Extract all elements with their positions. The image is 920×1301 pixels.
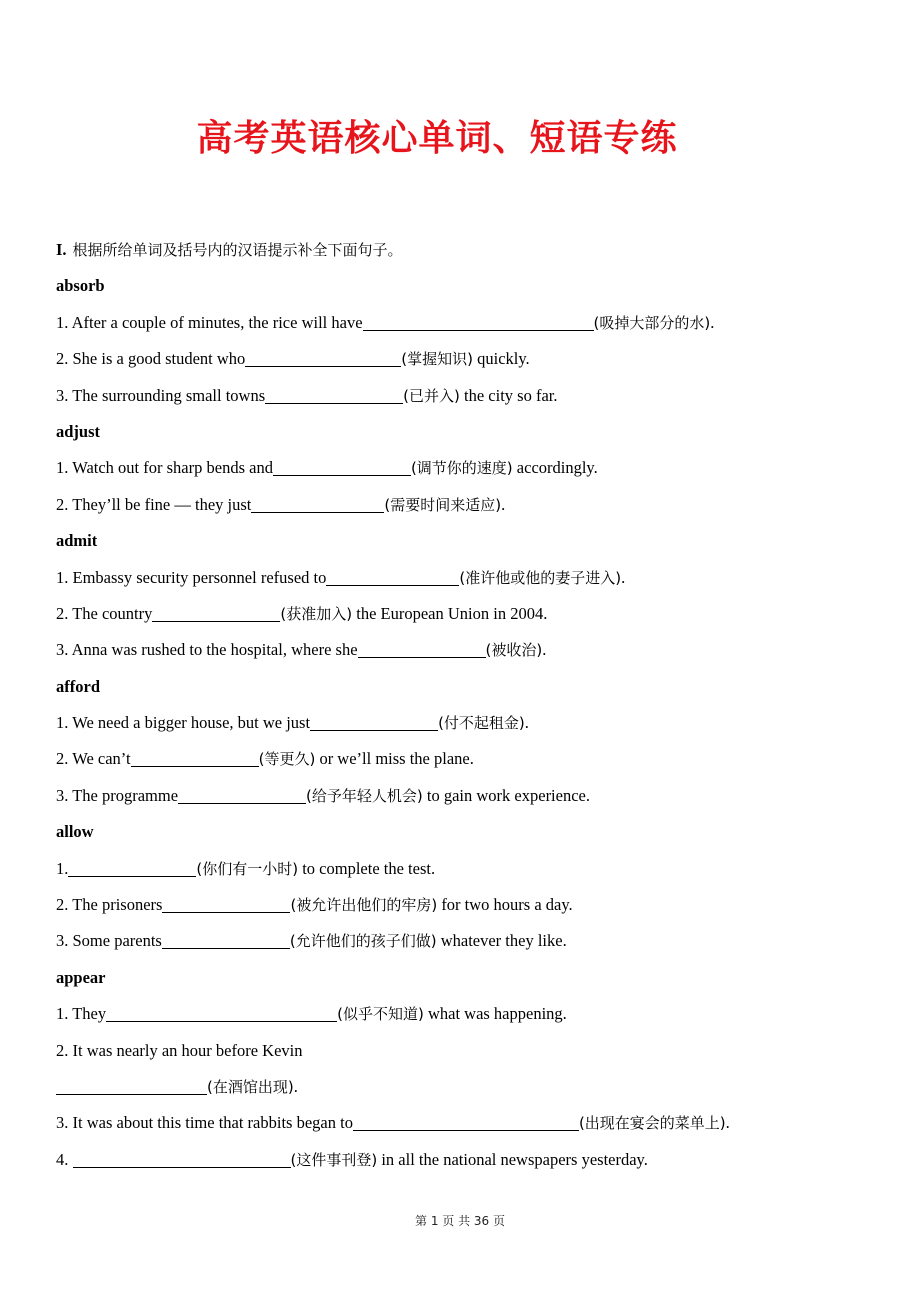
sentence-text: 3. The surrounding small towns	[56, 385, 266, 405]
answer-blank[interactable]	[68, 859, 196, 877]
answer-blank[interactable]	[178, 786, 306, 804]
chinese-hint: (调节你的速度)	[410, 459, 513, 478]
sentence-text: 2. It was nearly an hour before Kevin	[56, 1040, 303, 1060]
sentence-text: 2. The country	[56, 603, 153, 623]
sentence-text: to gain work experience.	[422, 785, 590, 805]
chinese-hint: (允许他们的孩子们做)	[289, 932, 437, 951]
answer-blank[interactable]	[273, 458, 411, 476]
chinese-hint: (你们有一小时)	[196, 859, 299, 878]
answer-blank[interactable]	[106, 1004, 337, 1022]
page-footer: 第 1 页 共 36 页	[415, 1214, 505, 1228]
sentence-text: the European Union in 2004.	[352, 603, 548, 623]
answer-blank[interactable]	[353, 1113, 579, 1131]
sentence-text: 1. Watch out for sharp bends and	[56, 458, 273, 478]
sentence-text: 3. It was about this time that rabbits began to	[56, 1113, 353, 1133]
sentence-text: .	[542, 640, 547, 660]
sentence-text: 1. After a couple of minutes, the rice will have	[56, 312, 363, 332]
section-instruction: 根据所给单词及括号内的汉语提示补全下面句子。	[72, 241, 403, 259]
sentence-text: 2. We can’t	[56, 749, 131, 769]
sentence-appear-3	[56, 1105, 856, 1141]
sentence-appear-2b	[56, 1069, 856, 1105]
chinese-hint: (付不起租金)	[438, 714, 525, 733]
answer-blank[interactable]	[358, 640, 486, 658]
sentence-allow-2	[56, 887, 856, 923]
answer-blank[interactable]	[56, 1077, 207, 1095]
sentence-absorb-1	[56, 305, 856, 341]
chinese-hint: (掌握知识)	[401, 350, 474, 369]
sentence-text: to complete the test.	[298, 858, 436, 878]
sentence-afford-2	[56, 741, 856, 777]
answer-blank[interactable]	[310, 713, 438, 731]
sentence-text: .	[725, 1113, 730, 1133]
word-heading-absorb: absorb	[56, 276, 105, 296]
answer-blank[interactable]	[131, 749, 259, 767]
sentence-text: 2. They’ll be fine — they just	[56, 494, 252, 514]
sentence-appear-4	[56, 1142, 856, 1178]
sentence-text: what was happening.	[423, 1004, 567, 1024]
chinese-hint: (已并入)	[403, 386, 460, 405]
sentence-text: 2. The prisoners	[56, 895, 163, 915]
answer-blank[interactable]	[251, 495, 384, 513]
section-number: I.	[56, 240, 67, 259]
answer-blank[interactable]	[245, 349, 401, 367]
sentence-text: whatever they like.	[436, 931, 567, 951]
sentence-text: accordingly.	[512, 458, 598, 478]
chinese-hint: (被允许出他们的牢房)	[290, 896, 438, 915]
sentence-text: 1. They	[56, 1004, 107, 1024]
chinese-hint: (准许他或他的妻子进入)	[459, 568, 622, 587]
sentence-text: .	[501, 494, 506, 514]
chinese-hint: (在酒馆出现)	[207, 1077, 294, 1096]
sentence-appear-2a	[56, 1033, 856, 1069]
sentence-text: 4.	[56, 1149, 73, 1169]
sentence-absorb-3	[56, 378, 856, 414]
word-heading-admit: admit	[56, 531, 98, 551]
answer-blank[interactable]	[152, 604, 280, 622]
sentence-text: .	[621, 567, 626, 587]
chinese-hint: (需要时间来适应)	[384, 495, 502, 514]
chinese-hint: (出现在宴会的菜单上)	[578, 1114, 726, 1133]
sentence-text: .	[524, 713, 529, 733]
sentence-appear-1	[56, 996, 856, 1032]
page-title: 高考英语核心单词、短语专练	[196, 117, 678, 159]
section-heading	[56, 232, 856, 268]
sentence-afford-3	[56, 778, 856, 814]
chinese-hint: (等更久)	[258, 750, 316, 769]
sentence-admit-3	[56, 632, 856, 668]
sentence-text: .	[293, 1076, 298, 1096]
sentence-text: 2. She is a good student who	[56, 349, 246, 369]
answer-blank[interactable]	[265, 386, 403, 404]
word-heading-appear: appear	[56, 967, 106, 987]
chinese-hint: (吸掉大部分的水)	[593, 313, 711, 332]
chinese-hint: (给予年轻人机会)	[306, 786, 423, 805]
sentence-absorb-2	[56, 341, 856, 377]
sentence-afford-1	[56, 705, 856, 741]
chinese-hint: (似乎不知道)	[337, 1005, 424, 1024]
sentence-text: .	[710, 312, 715, 332]
sentence-text: 3. Anna was rushed to the hospital, where she	[56, 640, 358, 660]
answer-blank[interactable]	[363, 313, 594, 331]
sentence-text: 3. Some parents	[56, 931, 162, 951]
sentence-allow-1	[56, 851, 856, 887]
chinese-hint: (被收治)	[485, 641, 543, 660]
sentence-text: the city so far.	[459, 385, 558, 405]
sentence-allow-3	[56, 923, 856, 959]
answer-blank[interactable]	[162, 931, 290, 949]
word-heading-adjust: adjust	[56, 421, 101, 441]
exercise-content	[56, 232, 856, 1178]
sentence-text: for two hours a day.	[437, 895, 573, 915]
sentence-admit-2	[56, 596, 856, 632]
sentence-text: 1.	[56, 858, 69, 878]
word-heading-afford: afford	[56, 676, 100, 696]
sentence-text: or we’ll miss the plane.	[315, 749, 474, 769]
sentence-text: 3. The programme	[56, 785, 179, 805]
sentence-text: in all the national newspapers yesterday.	[377, 1149, 648, 1169]
answer-blank[interactable]	[326, 568, 459, 586]
chinese-hint: (获准加入)	[280, 604, 353, 623]
sentence-text: quickly.	[473, 349, 530, 369]
sentence-admit-1	[56, 560, 856, 596]
word-heading-allow: allow	[56, 822, 94, 842]
answer-blank[interactable]	[162, 895, 290, 913]
sentence-adjust-2	[56, 487, 856, 523]
sentence-text: 1. We need a bigger house, but we just	[56, 713, 311, 733]
sentence-text: 1. Embassy security personnel refused to	[56, 567, 327, 587]
sentence-adjust-1	[56, 450, 856, 486]
chinese-hint: (这件事刊登)	[290, 1150, 378, 1169]
answer-blank[interactable]	[73, 1150, 291, 1168]
